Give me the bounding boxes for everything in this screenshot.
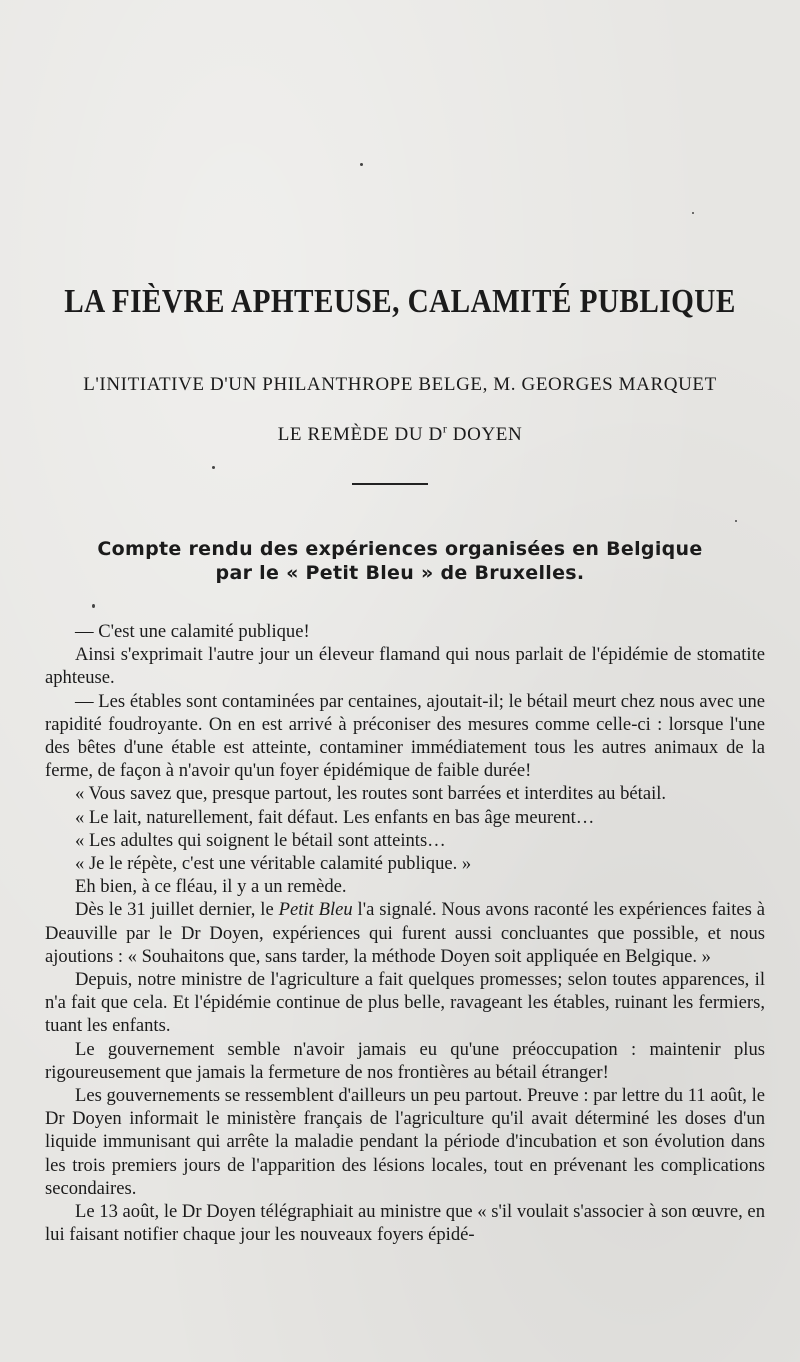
paragraph: Le gouvernement semble n'avoir jamais eu qu'une préoccupation : maintenir plus rigoureusement que jamais la fermeture de nos frontières au bétail étranger!	[45, 1038, 765, 1083]
paragraph: « Le lait, naturellement, fait défaut. Les enfants en bas âge meurent…	[75, 806, 595, 828]
newspaper-name: Petit Bleu	[278, 899, 353, 921]
article-body	[45, 620, 765, 1246]
paragraph: « Je le répète, c'est une véritable calamité publique. »	[75, 853, 472, 875]
report-heading-line: par le « Petit Bleu » de Bruxelles.	[215, 562, 585, 584]
print-speck	[92, 604, 95, 608]
paragraph: Le 13 août, le Dr Doyen télégraphiait au ministre que « s'il voulait s'associer à son œuvre, en lui faisant notifier chaque jour les nouveaux foyers épidé-	[45, 1201, 765, 1246]
article-subtitle-remedy	[0, 421, 800, 446]
paragraph: — Les étables sont contaminées par centaines, ajoutait-il; le bétail meurt chez nous avec une rapidité foudroyante. On en est arrivé à préconiser des mesures comme celle-ci : lorsque l'une des bêtes d'une étable est atteinte, contaminer immédiatement tous les autres animaux de la ferme, de façon à n'avoir qu'un foyer épidémique de faible durée!	[45, 690, 765, 782]
paragraph: Ainsi s'exprimait l'autre jour un éleveur flamand qui nous parlait de l'épidémie de stomatite aphteuse.	[45, 644, 765, 689]
article-subtitle: L'INITIATIVE D'UN PHILANTHROPE BELGE, M. GEORGES MARQUET	[83, 374, 717, 395]
paragraph: Les gouvernements se ressemblent d'ailleurs un peu partout. Preuve : par lettre du 11 août, le Dr Doyen informait le ministère français de l'agriculture qu'il avait déterminé les doses d'un liquide immunisant qui arrête la maladie pendant la période d'incubation et son évolution dans les trois premiers jours de l'apparition des lésions locales, tout en prévenant les complications secondaires.	[45, 1085, 765, 1199]
subtitle-remedy-name: DOYEN	[447, 424, 523, 445]
article-title: LA FIÈVRE APHTEUSE, CALAMITÉ PUBLIQUE	[64, 283, 736, 320]
report-heading	[0, 537, 800, 585]
doctor-abbrev-superscript: r	[442, 421, 448, 436]
paragraph: « Les adultes qui soignent le bétail sont atteints…	[75, 829, 446, 851]
paragraph: Eh bien, à ce fléau, il y a un remède.	[75, 876, 347, 898]
print-speck	[360, 163, 363, 166]
print-speck	[692, 212, 694, 214]
subtitle-remedy-text: LE REMÈDE DU D	[277, 424, 443, 445]
report-heading-line: Compte rendu des expériences organisées en Belgique	[97, 538, 703, 560]
paragraph-text: Dès le 31 juillet dernier, le	[75, 899, 279, 921]
print-speck	[212, 466, 215, 469]
paragraph: Depuis, notre ministre de l'agriculture a fait quelques promesses; selon toutes apparences, il n'a fait que cela. Et l'épidémie continue de plus belle, ravageant les étables, ruinant les fermiers, tuant les enfants.	[45, 969, 765, 1037]
paragraph-text: l'a signalé. Nous avons raconté les expériences faites à Deauville par le Dr Doyen, expériences qui furent aussi concluantes que possible, et nous ajoutions : « Souhaitons que, sans tarder, la méthode Doyen soit appliquée en Belgique. »	[45, 899, 765, 967]
paragraph: « Vous savez que, presque partout, les routes sont barrées et interdites au bétail.	[75, 783, 667, 805]
paragraph	[45, 898, 765, 968]
section-divider	[352, 483, 428, 485]
print-speck	[735, 520, 737, 522]
paragraph: — C'est une calamité publique!	[75, 621, 310, 642]
